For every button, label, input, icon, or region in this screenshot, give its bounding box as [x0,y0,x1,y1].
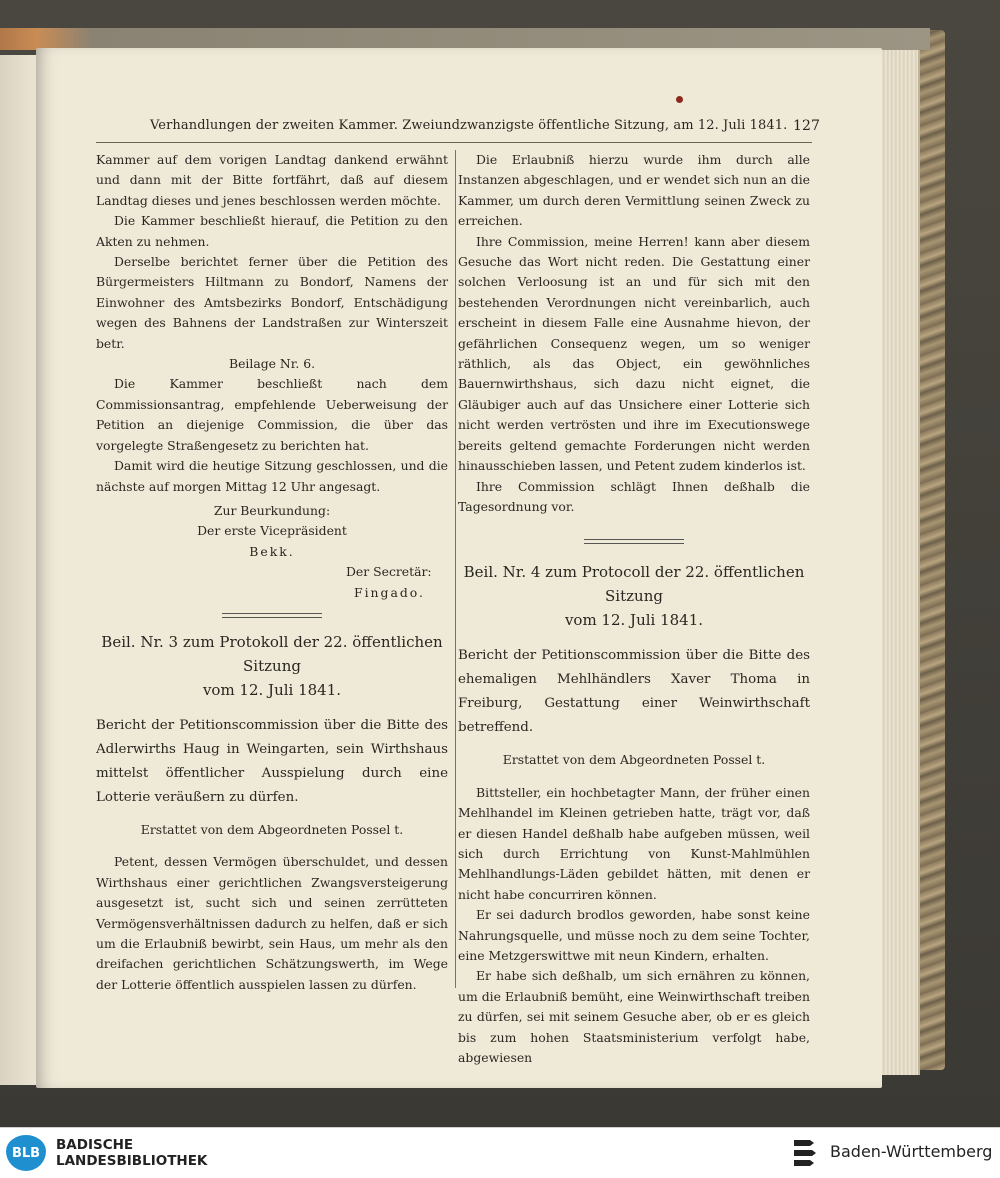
header-rule [96,142,812,143]
section-rule [222,613,322,618]
beilage-3-heading [96,630,448,702]
paragraph: Die Kammer beschließt hierauf, die Petition zu den Akten zu nehmen. [96,213,448,249]
section-rule [584,539,684,544]
paragraph: Ihre Commission, meine Herren! kann aber diesem Gesuche das Wort nicht reden. Die Gestattung einer solchen Verloosung ist an und für sich mit den bestehenden Verordnungen nicht vereinbarlich, auch erscheint in diesem Falle eine Ausnahme hievon, der gefährlichen Consequenz wegen, um so weniger räthlich, als das Object, ein gewöhnliches Bauernwirthshaus, sich dazu nicht eignet, die Gläubiger auch auf das Unsichere einer Lotterie sich nicht werden vertrösten und ihre im Executionswege bereits geltend gemachte Forderungen nicht werden hinausschieben lassen, und Petent zudem kinderlos ist. [458,233,810,474]
beilage-3-line2: vom 12. Juli 1841. [202,680,342,699]
vicepraesident-label: Der erste Vicepräsident [197,523,347,539]
viewer-footer [0,1127,1000,1178]
page-header [150,118,820,133]
library-name-line2: LANDESBIBLIOTHEK [56,1153,208,1169]
paragraph: Die Erlaubniß hierzu wurde ihm durch alle Instanzen abgeschlagen, und er wendet sich nun an die Kammer, um durch deren Vermittlung seinen Zweck zu erreichen. [458,152,810,229]
running-title: Verhandlungen der zweiten Kammer. Zweiundzwanzigste öffentliche Sitzung, am 12. Juli 1841. [150,118,788,133]
erstattet-3: Erstattet von dem Abgeordneten Possel t. [140,821,404,837]
signature-bekk: Bekk. [249,543,295,559]
library-name-line1: BADISCHE [56,1137,134,1153]
paragraph: Er habe sich deßhalb, um sich ernähren zu können, um die Erlaubniß bemüht, eine Weinwirthschaft treiben zu dürfen, sei mit seinem Gesuche aber, ob er es gleich bis zum hohen Staatsministerium verfolgt habe, abgewiesen [458,968,810,1065]
paragraph: Damit wird die heutige Sitzung geschlossen, und die nächste auf morgen Mittag 12 Uhr angesagt. [96,458,448,494]
beilage-4-line1: Beil. Nr. 4 zum Protocoll der 22. öffentlichen Sitzung [463,563,805,606]
erstattet-4: Erstattet von dem Abgeordneten Possel t. [502,752,766,768]
right-column [458,150,810,1068]
beilage-label: Beilage Nr. 6. [228,356,316,372]
bericht-3-title: Bericht der Petitionscommission über die Bitte des Adlerwirths Haug in Weingarten, sein Wirthshaus mittelst öffentlicher Ausspielung durch eine Lotterie veräußern zu dürfen. [96,717,448,805]
beilage-4-line2: vom 12. Juli 1841. [564,611,704,630]
paragraph: Derselbe berichtet ferner über die Petition des Bürgermeisters Hiltmann zu Bondorf, Namens der Einwohner des Amtsbezirks Bondorf, Entschädigung wegen des Bahnens der Landstraßen zur Winterszeit betr. [96,254,448,351]
secretaer-label: Der Secretär: [346,564,432,580]
paragraph: Die Kammer beschließt nach dem Commissionsantrag, empfehlende Ueberweisung der Petition an diejenige Commission, die über das vorgelegte Straßengesetz zu berichten hat. [96,376,448,453]
red-ink-mark [676,96,683,103]
beilage-3-line1: Beil. Nr. 3 zum Protokoll der 22. öffentlichen Sitzung [101,632,443,675]
bw-lions-icon [790,1136,820,1170]
beurkundung-label: Zur Beurkundung: [213,502,331,518]
left-column [96,150,448,995]
state-name[interactable]: Baden-Württemberg [830,1142,993,1161]
library-name[interactable] [56,1137,207,1169]
paragraph: Er sei dadurch brodlos geworden, habe sonst keine Nahrungsquelle, und müsse noch zu dem seine Tochter, eine Metzgerswittwe mit neun Kindern, erhalten. [458,907,810,963]
paragraph: Kammer auf dem vorigen Landtag dankend erwähnt und dann mit der Bitte fortfährt, daß auf diesem Landtag dieses und jenes beschlossen werden möchte. [96,152,448,208]
bericht-4-title: Bericht der Petitionscommission über die Bitte des ehemaligen Mehlhändlers Xaver Thoma in Freiburg, Gestattung einer Weinwirthschaft betreffend. [458,648,810,736]
paragraph: Petent, dessen Vermögen überschuldet, und dessen Wirthshaus einer gerichtlichen Zwangsversteigerung ausgesetzt ist, sucht sich und seinen zerrütteten Vermögensverhältnissen dadurch zu helfen, daß er sich um die Erlaubniß bewirbt, sein Haus, um mehr als den dreifachen gerichtlichen Schätzungswerth, im Wege der Lotterie öffentlich ausspielen lassen zu dürfen. [96,854,448,992]
blb-logo[interactable]: BLB [6,1135,46,1171]
beilage-4-heading [458,560,810,632]
paragraph: Bittsteller, ein hochbetagter Mann, der früher einen Mehlhandel im Kleinen getrieben hatte, trägt vor, daß er diesen Handel deßhalb habe aufgeben müssen, weil sich durch Errichtung von Kunst-Mahlmühlen Mehlhandlungs-Läden gebildet hätten, mit denen er nicht habe concurriren können. [458,784,810,902]
facing-page-edge [0,55,38,1085]
book-cover-top-edge [0,28,930,50]
column-divider [455,150,456,988]
paragraph: Ihre Commission schlägt Ihnen deßhalb die Tagesordnung vor. [458,478,810,514]
page-number: 127 [792,118,820,134]
signature-fingado: Fingado. [354,584,425,600]
